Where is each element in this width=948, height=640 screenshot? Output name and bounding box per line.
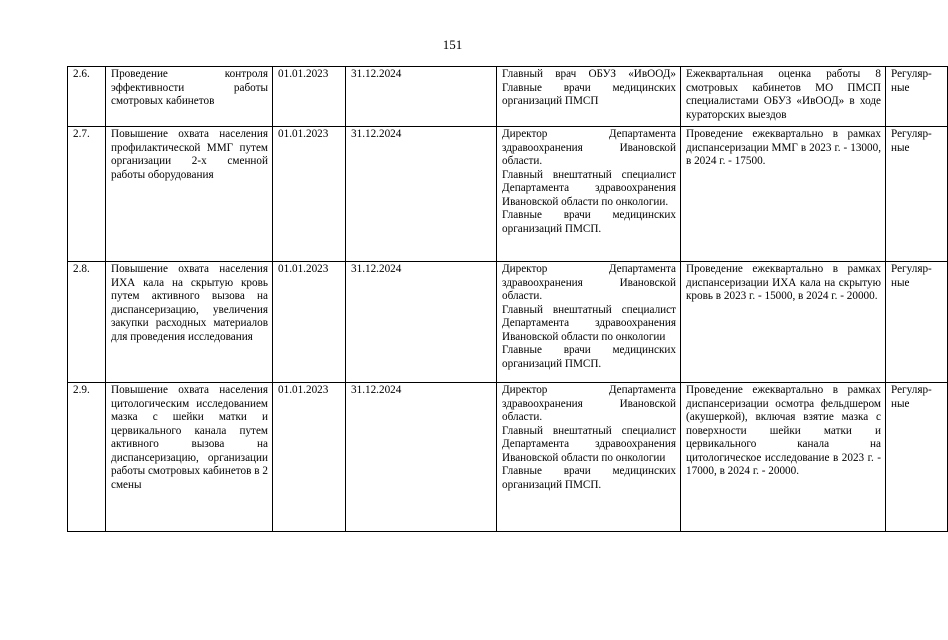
end-date: 31.12.2024 [346,383,497,532]
responsible-line: Директор Департамента здравоохранения Ивановской области. [502,263,676,302]
periodicity: Регуляр-ные [886,383,948,532]
responsible-cell [497,383,681,532]
page-number: 151 [442,37,463,52]
result-text: Проведение ежеквартально в рамках диспансеризации ММГ в 2023 г. - 13000, в 2024 г. - 17500. [681,127,886,262]
measure-text: Повышение охвата населения профилактической ММГ путем организации 2-х сменной работы оборудования [106,127,273,262]
periodicity: Регуляр-ные [886,262,948,383]
measure-text: Проведение контроля эффективности работы смотровых кабинетов [106,67,273,127]
result-text: Проведение ежеквартально в рамках диспансеризации ИХА кала на скрытую кровь в 2023 г. - 15000, в 2024 г. - 20000. [681,262,886,383]
table-row [68,383,948,532]
responsible-line: Главные врачи медицинских организаций ПМСП. [502,209,676,235]
end-date: 31.12.2024 [346,127,497,262]
responsible-line: Главный врач ОБУЗ «ИвООД» Главные врачи медицинских организаций ПМСП [502,68,676,107]
responsible-line: Директор Департамента здравоохранения Ивановской области. [502,384,676,423]
responsible-line: Главный внештатный специалист Департамента здравоохранения Ивановской области по онкологии [502,424,676,464]
start-date: 01.01.2023 [273,67,346,127]
row-number: 2.7. [68,127,106,262]
row-number: 2.9. [68,383,106,532]
start-date: 01.01.2023 [273,383,346,532]
end-date: 31.12.2024 [346,67,497,127]
table-row [68,67,948,127]
result-text: Ежеквартальная оценка работы 8 смотровых кабинетов МО ПМСП специалистами ОБУЗ «ИвООД» в ходе кураторских выездов [681,67,886,127]
row-number: 2.8. [68,262,106,383]
responsible-cell [497,127,681,262]
responsible-line: Главный внештатный специалист Департамента здравоохранения Ивановской области по онкологии [502,303,676,343]
measures-table [67,66,948,532]
responsible-line: Директор Департамента здравоохранения Ивановской области. [502,128,676,167]
row-number: 2.6. [68,67,106,127]
periodicity: Регуляр-ные [886,67,948,127]
responsible-line: Главные врачи медицинских организаций ПМСП. [502,465,676,491]
periodicity: Регуляр-ные [886,127,948,262]
measure-text: Повышение охвата населения ИХА кала на скрытую кровь путем активного вызова на диспансеризацию, увеличения закупки расходных материалов для проведения исследования [106,262,273,383]
table-row [68,262,948,383]
responsible-line: Главный внештатный специалист Департамента здравоохранения Ивановской области по онкологии. [502,168,676,208]
responsible-cell [497,67,681,127]
responsible-line: Главные врачи медицинских организаций ПМСП. [502,344,676,370]
start-date: 01.01.2023 [273,262,346,383]
responsible-cell [497,262,681,383]
start-date: 01.01.2023 [273,127,346,262]
measure-text: Повышение охвата населения цитологическим исследованием мазка с шейки матки и цервикального канала путем активного вызова на диспансеризацию, организации работы смотровых кабинетов в 2 смены [106,383,273,532]
table-row [68,127,948,262]
end-date: 31.12.2024 [346,262,497,383]
result-text: Проведение ежеквартально в рамках диспансеризации осмотра фельдшером (акушеркой), включая взятие мазка с поверхности шейки матки и цервикального канала на цитологическое исследование в 2023 г. - 17000, в 2024 г. - 20000. [681,383,886,532]
